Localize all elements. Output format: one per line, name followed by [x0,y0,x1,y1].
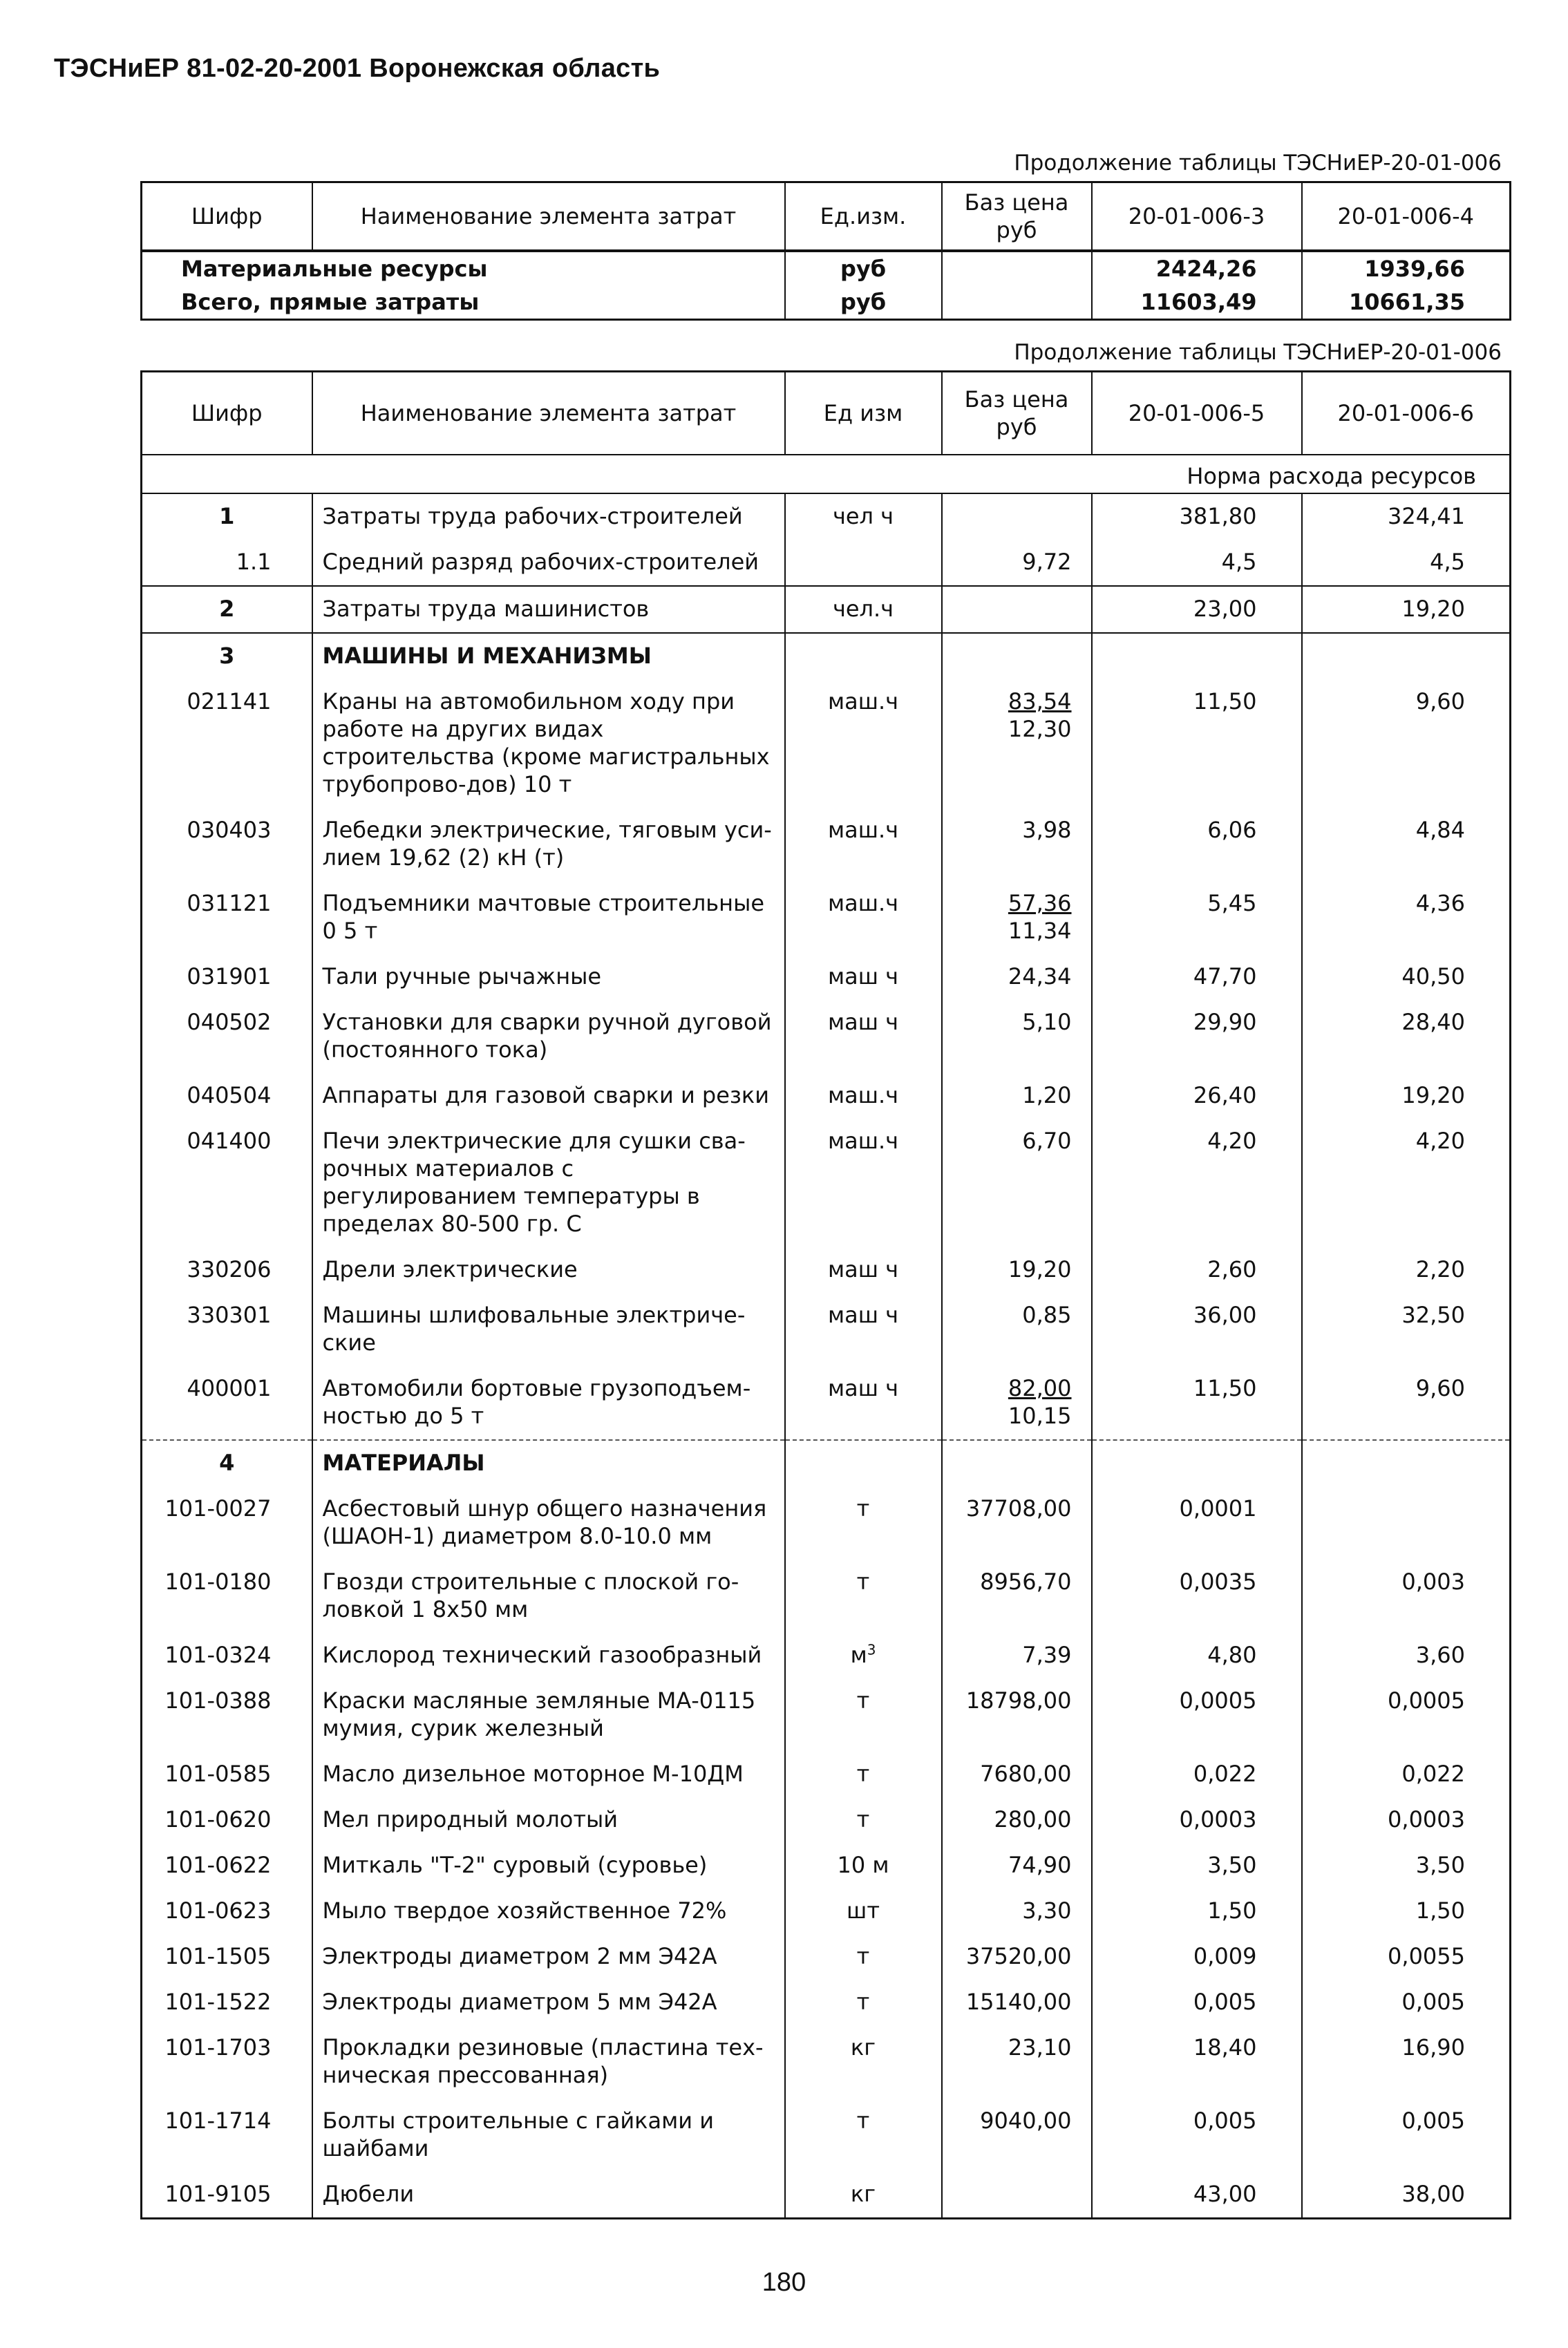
resource-unit [785,1486,942,1560]
table-row [142,1980,1511,2025]
resource-price [942,633,1092,679]
resource-code: 031901 [187,963,272,990]
resource-unit [785,1119,942,1247]
resource-unit-superscript: 3 [867,1641,876,1658]
table-1-caption: Продолжение таблицы ТЭСНиЕР-20-01-006 [1014,151,1502,176]
price-value: 8956,70 [980,1569,1072,1595]
price-value: 83,54 [1008,688,1072,714]
resource-unit-text: м [850,1642,867,1668]
norm-value-a: 36,00 [1092,1293,1302,1366]
table-row [142,540,1511,586]
price-value: 57,36 [1008,890,1072,916]
norm-value-b: 324,41 [1302,493,1511,540]
resource-name: Краны на автомобильном ходу при работе на других видах строительства (кроме магистральных трубопрово-дов) 10 т [312,679,785,808]
page-number: 180 [762,2268,806,2297]
table-row [142,1934,1511,1980]
resource-unit-text: чел.ч [832,596,894,622]
resource-name: МАТЕРИАЛЫ [312,1440,785,1486]
resource-unit-text: маш.ч [827,817,899,843]
resource-code: 041400 [187,1128,272,1154]
resource-code: 101-0622 [164,1852,272,1878]
summary-table-header [142,182,1511,252]
resource-code: 101-1703 [164,2034,272,2061]
norm-value-a: 0,022 [1092,1752,1302,1797]
table-row [142,679,1511,808]
norm-value-a: 3,50 [1092,1843,1302,1888]
table-row [142,1678,1511,1752]
resource-name: Болты строительные с гайками и шайбами [312,2099,785,2172]
resource-name: Электроды диаметром 5 мм Э42А [312,1980,785,2025]
resource-name: Электроды диаметром 2 мм Э42А [312,1934,785,1980]
resource-code: 101-0180 [164,1569,272,1595]
resource-price [942,1678,1092,1752]
resource-code: 101-1522 [164,1989,272,2015]
norm-value-b: 4,20 [1302,1119,1511,1247]
norm-value-a: 29,90 [1092,1000,1302,1073]
resource-price [942,1843,1092,1888]
norm-value-b: 28,40 [1302,1000,1511,1073]
resource-price [942,1633,1092,1678]
resource-unit-text: т [856,1989,870,2015]
resource-unit-text: маш ч [827,963,899,990]
resource-code: 400001 [187,1375,272,1401]
price-value: 9040,00 [980,2108,1072,2134]
table-row [142,2025,1511,2099]
price-value: 3,30 [1022,1897,1072,1924]
table-row [142,1486,1511,1560]
resource-code: 101-0324 [164,1642,272,1668]
header-unit: Ед изм [785,372,942,455]
norm-value-a: 0,009 [1092,1934,1302,1980]
table-row [142,1247,1511,1293]
table-row [142,1293,1511,1366]
resource-code: 3 [142,633,312,679]
header-unit: Ед.изм. [785,182,942,252]
resource-price [942,1119,1092,1247]
resource-unit-text: чел ч [832,503,894,529]
resource-code: 030403 [187,817,272,843]
norm-value-b: 4,84 [1302,808,1511,881]
resource-code: 101-0388 [164,1687,272,1714]
resource-unit [785,1073,942,1119]
resource-code: 4 [142,1440,312,1486]
norm-value-a: 4,5 [1092,540,1302,586]
header-price: Баз цена руб [942,182,1092,252]
resource-name: Кислород технический газообразный [312,1633,785,1678]
table-row [142,954,1511,1000]
norm-value-b [1302,1486,1511,1560]
price-value: 7,39 [1022,1642,1072,1668]
norm-value-a: 0,0003 [1092,1797,1302,1843]
resources-table-header [142,372,1511,455]
resource-name: Автомобили бортовые грузоподъем-ностью до 5 т [312,1366,785,1440]
resource-name: Дюбели [312,2172,785,2219]
price-value: 1,20 [1022,1082,1072,1108]
price-value: 74,90 [1008,1852,1072,1878]
resource-unit [785,540,942,586]
resource-unit [785,808,942,881]
resource-name: Подъемники мачтовые строительные 0 5 т [312,881,785,954]
norm-value-b: 1,50 [1302,1888,1511,1934]
document-title: ТЭСНиЕР 81-02-20-2001 Воронежская область [54,54,661,83]
resource-name: Гвозди строительные с плоской го-ловкой 1 8x50 мм [312,1560,785,1633]
norm-value-a: 2,60 [1092,1247,1302,1293]
table-row [142,493,1511,540]
price-value: 5,10 [1022,1009,1072,1035]
price-value: 23,10 [1008,2034,1072,2061]
table-row [142,586,1511,633]
header-col-b: 20-01-006-4 [1302,182,1511,252]
machinist-wage-value: 11,34 [1008,918,1072,944]
resource-price [942,540,1092,586]
resource-name: МАШИНЫ И МЕХАНИЗМЫ [312,633,785,679]
resource-price [942,1486,1092,1560]
table-2-caption: Продолжение таблицы ТЭСНиЕР-20-01-006 [1014,340,1502,365]
price-value: 280,00 [994,1806,1072,1833]
resource-unit-text: т [856,1569,870,1595]
resource-code: 1.1 [236,549,272,575]
resource-unit-text: маш.ч [827,890,899,916]
table-row [142,633,1511,679]
summary-row [142,251,1511,285]
price-value: 7680,00 [980,1761,1072,1787]
resource-price [942,2172,1092,2219]
norm-value-a: 0,0035 [1092,1560,1302,1633]
resource-code: 101-0620 [164,1806,272,1833]
norm-value-a: 381,80 [1092,493,1302,540]
resource-unit [785,1752,942,1797]
resource-unit-text: т [856,1687,870,1714]
resource-name: Установки для сварки ручной дуговой (постоянного тока) [312,1000,785,1073]
table-row [142,1633,1511,1678]
header-col-a: 20-01-006-3 [1092,182,1302,252]
price-value: 9,72 [1022,549,1072,575]
resource-code: 101-0623 [164,1897,272,1924]
norm-value-b: 2,20 [1302,1247,1511,1293]
header-name: Наименование элемента затрат [312,182,785,252]
resource-name: Мел природный молотый [312,1797,785,1843]
summary-row [142,285,1511,320]
resource-code: 101-0585 [164,1761,272,1787]
resource-unit [785,1934,942,1980]
header-col-a: 20-01-006-5 [1092,372,1302,455]
resource-code: 031121 [187,890,272,916]
resource-unit [785,1366,942,1440]
table-row [142,1440,1511,1486]
resource-unit [785,1797,942,1843]
norm-value-a: 11,50 [1092,679,1302,808]
norm-value-a: 4,20 [1092,1119,1302,1247]
resource-price [942,1752,1092,1797]
resource-name: Затраты труда рабочих-строителей [312,493,785,540]
resource-unit-text: маш ч [827,1375,899,1401]
resource-price [942,493,1092,540]
table-row [142,1888,1511,1934]
resource-name: Средний разряд рабочих-строителей [312,540,785,586]
resource-code: 101-0027 [164,1495,272,1522]
header-code: Шифр [142,182,312,252]
resource-price [942,1247,1092,1293]
resources-table-body [142,493,1511,2219]
price-value: 0,85 [1022,1302,1072,1328]
resource-unit [785,1678,942,1752]
norm-value-b: 32,50 [1302,1293,1511,1366]
price-value: 19,20 [1008,1256,1072,1282]
norm-value-b: 0,0055 [1302,1934,1511,1980]
resource-unit [785,2025,942,2099]
norm-value-b: 9,60 [1302,679,1511,808]
table-row [142,1797,1511,1843]
norm-value-a: 1,50 [1092,1888,1302,1934]
resource-name: Масло дизельное моторное М-10ДМ [312,1752,785,1797]
resource-price [942,1000,1092,1073]
table-row [142,881,1511,954]
resource-name: Затраты труда машинистов [312,586,785,633]
summary-label: Материальные ресурсы [142,251,785,285]
resource-unit [785,1980,942,2025]
summary-unit: руб [785,251,942,285]
resource-unit [785,1843,942,1888]
norm-value-b: 9,60 [1302,1366,1511,1440]
summary-table [140,181,1511,321]
norm-value-b: 3,50 [1302,1843,1511,1888]
resource-price [942,1560,1092,1633]
resource-price [942,1073,1092,1119]
resource-unit-text: т [856,1806,870,1833]
resource-unit-text: маш ч [827,1256,899,1282]
resource-name: Асбестовый шнур общего назначения (ШАОН-1) диаметром 8.0-10.0 мм [312,1486,785,1560]
table-row [142,1366,1511,1440]
resource-price [942,679,1092,808]
norm-value-a: 6,06 [1092,808,1302,881]
price-value: 3,98 [1022,817,1072,843]
resource-name: Лебедки электрические, тяговым уси-лием 19,62 (2) кН (т) [312,808,785,881]
resource-name: Тали ручные рычажные [312,954,785,1000]
table-row [142,1119,1511,1247]
resource-code: 040504 [187,1082,272,1108]
resource-unit [785,1000,942,1073]
resource-name: Дрели электрические [312,1247,785,1293]
norm-value-b: 0,0003 [1302,1797,1511,1843]
norm-value-b: 40,50 [1302,954,1511,1000]
resource-name: Аппараты для газовой сварки и резки [312,1073,785,1119]
resource-code: 101-1714 [164,2108,272,2134]
norm-value-b: 4,5 [1302,540,1511,586]
resources-table [140,370,1511,2219]
resource-unit [785,1888,942,1934]
norm-value-a: 47,70 [1092,954,1302,1000]
resource-code: 2 [142,586,312,633]
resource-price [942,881,1092,954]
norm-value-a: 23,00 [1092,586,1302,633]
resource-price [942,1293,1092,1366]
summary-value-a: 11603,49 [1092,285,1302,320]
resource-unit-text: маш ч [827,1302,899,1328]
resource-code: 040502 [187,1009,272,1035]
resource-price [942,808,1092,881]
norm-value-a: 26,40 [1092,1073,1302,1119]
norm-value-a: 5,45 [1092,881,1302,954]
resource-unit-text: шт [847,1897,880,1924]
norm-value-b: 19,20 [1302,1073,1511,1119]
resource-price [942,1888,1092,1934]
norm-value-a: 0,0001 [1092,1486,1302,1560]
resource-unit-text: т [856,1495,870,1522]
resource-price [942,1797,1092,1843]
resource-price [942,1980,1092,2025]
table-row [142,808,1511,881]
resource-unit-text: т [856,2108,870,2134]
norm-value-a: 43,00 [1092,2172,1302,2219]
resource-name: Печи электрические для сушки сва-рочных материалов с регулированием температуры в пределах 80-500 гр. С [312,1119,785,1247]
resource-unit [785,1633,942,1678]
summary-label: Всего, прямые затраты [181,289,480,315]
norm-value-a: 4,80 [1092,1633,1302,1678]
norm-value-b: 16,90 [1302,2025,1511,2099]
norm-value-b: 0,0005 [1302,1678,1511,1752]
resource-code: 021141 [187,688,272,714]
norm-value-a [1092,1440,1302,1486]
norm-value-b: 0,005 [1302,1980,1511,2025]
summary-value-a: 2424,26 [1092,251,1302,285]
summary-value-b: 1939,66 [1302,251,1511,285]
resource-price [942,1366,1092,1440]
resource-unit [785,633,942,679]
resource-unit [785,2172,942,2219]
resource-unit [785,954,942,1000]
price-value: 37520,00 [965,1943,1072,1969]
resource-name: Прокладки резиновые (пластина тех-ническая прессованная) [312,2025,785,2099]
resource-unit-text: 10 м [837,1852,889,1878]
price-value: 24,34 [1008,963,1072,990]
norm-value-b: 4,36 [1302,881,1511,954]
price-value: 82,00 [1008,1375,1072,1401]
resource-unit-text: маш.ч [827,1128,899,1154]
norm-value-b: 0,005 [1302,2099,1511,2172]
table-row [142,1073,1511,1119]
resource-unit [785,881,942,954]
resource-unit-text: маш.ч [827,1082,899,1108]
summary-value-b: 10661,35 [1302,285,1511,320]
norm-label: Норма расхода ресурсов [1092,455,1511,493]
resource-unit [785,1247,942,1293]
resource-unit-text: т [856,1761,870,1787]
resource-unit [785,586,942,633]
norm-value-a: 0,0005 [1092,1678,1302,1752]
table-row [142,1560,1511,1633]
norm-value-b: 3,60 [1302,1633,1511,1678]
resource-unit-text: кг [850,2034,876,2061]
table-row [142,1752,1511,1797]
norm-value-b: 0,003 [1302,1560,1511,1633]
resource-name: Машины шлифовальные электриче-ские [312,1293,785,1366]
resource-unit [785,679,942,808]
price-value: 15140,00 [965,1989,1072,2015]
norm-value-b: 0,022 [1302,1752,1511,1797]
header-price: Баз цена руб [942,372,1092,455]
resource-price [942,2025,1092,2099]
resource-unit-text: кг [850,2181,876,2207]
resource-code: 101-9105 [164,2181,272,2207]
header-name: Наименование элемента затрат [312,372,785,455]
price-value: 6,70 [1022,1128,1072,1154]
table-row [142,2099,1511,2172]
summary-unit: руб [785,285,942,320]
resource-price [942,1440,1092,1486]
resource-code: 1 [142,493,312,540]
resource-unit [785,2099,942,2172]
price-value: 18798,00 [965,1687,1072,1714]
norm-value-a: 11,50 [1092,1366,1302,1440]
resource-unit-text: маш.ч [827,688,899,714]
resource-unit [785,1293,942,1366]
table-row [142,1000,1511,1073]
norm-value-b: 19,20 [1302,586,1511,633]
resource-unit [785,493,942,540]
resource-price [942,954,1092,1000]
resource-code: 101-1505 [164,1943,272,1969]
resource-name: Краски масляные земляные МА-0115 мумия, сурик железный [312,1678,785,1752]
resource-unit-text: маш ч [827,1009,899,1035]
resource-price [942,586,1092,633]
norm-value-a: 0,005 [1092,1980,1302,2025]
table-row [142,2172,1511,2219]
norm-row [142,455,1511,493]
resource-code: 330301 [187,1302,272,1328]
table-row [142,1843,1511,1888]
norm-value-a: 0,005 [1092,2099,1302,2172]
header-code: Шифр [142,372,312,455]
header-col-b: 20-01-006-6 [1302,372,1511,455]
resource-unit [785,1560,942,1633]
resource-code: 330206 [187,1256,272,1282]
norm-value-a: 18,40 [1092,2025,1302,2099]
price-value: 37708,00 [965,1495,1072,1522]
resource-price [942,2099,1092,2172]
machinist-wage-value: 12,30 [1008,716,1072,742]
resource-unit-text: т [856,1943,870,1969]
resource-name: Мыло твердое хозяйственное 72% [312,1888,785,1934]
resource-unit [785,1440,942,1486]
norm-value-a [1092,633,1302,679]
resource-name: Миткаль "Т-2" суровый (суровье) [312,1843,785,1888]
machinist-wage-value: 10,15 [1008,1403,1072,1429]
norm-value-b [1302,633,1511,679]
norm-value-b [1302,1440,1511,1486]
norm-value-b: 38,00 [1302,2172,1511,2219]
resource-price [942,1934,1092,1980]
